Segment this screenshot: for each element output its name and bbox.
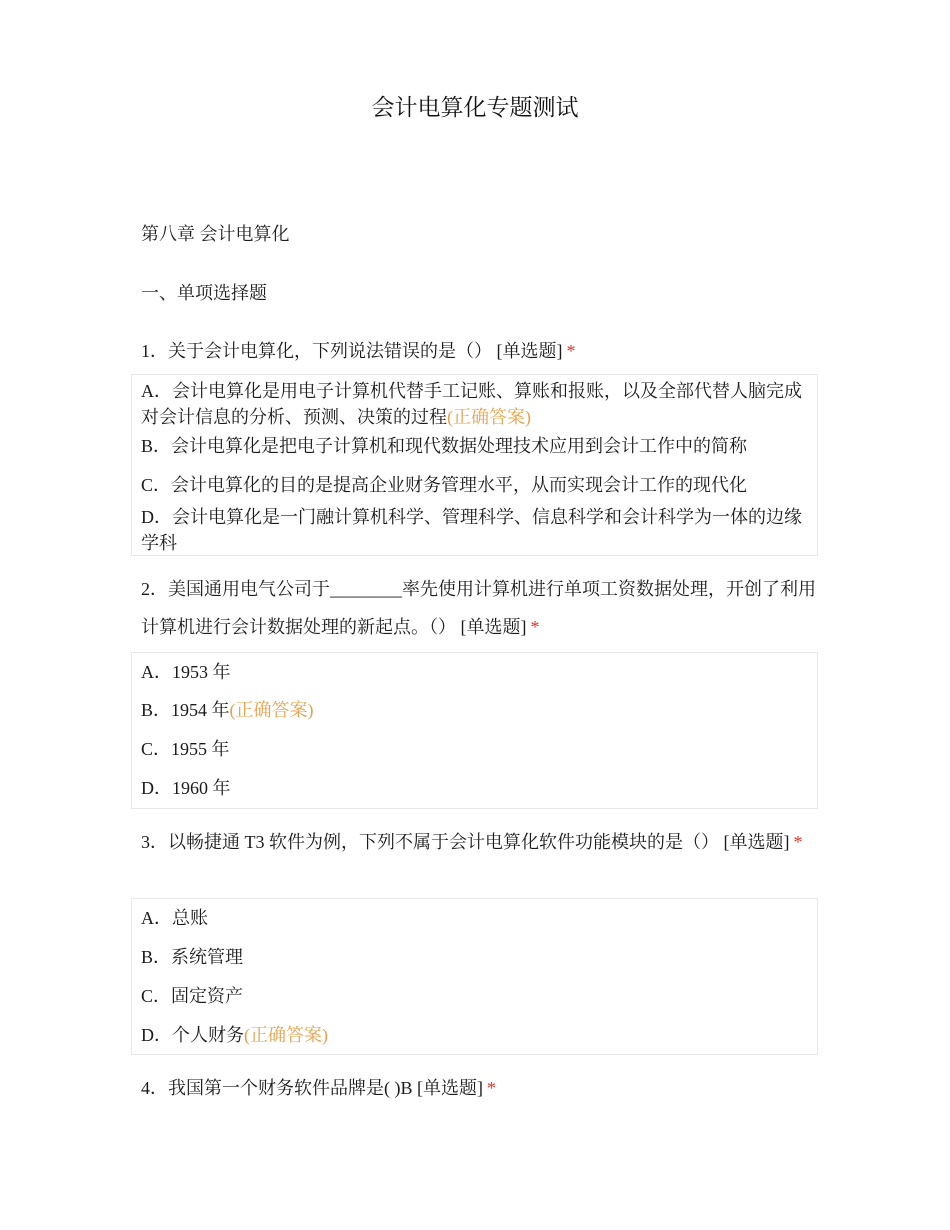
question-2-options [131,652,818,809]
option-1d[interactable]: D．会计电算化是一门融计算机科学、管理科学、信息科学和会计科学为一体的边缘学科 [141,507,802,553]
option-1a[interactable] [141,378,811,430]
section-heading: 一、单项选择题 [141,283,267,303]
option-2b-text: B．1954 年 [141,700,230,720]
question-3-text [141,823,817,861]
option-3b[interactable]: B．系统管理 [141,947,244,967]
page-title: 会计电算化专题测试 [371,95,579,121]
question-1-options [131,374,818,556]
option-2a[interactable]: A．1953 年 [141,662,231,682]
question-2-stem: 2．美国通用电气公司于________率先使用计算机进行单项工资数据处理，开创了利用计算机进行会计数据处理的新起点。（） [单选题] [141,579,816,637]
question-2-text [141,570,817,646]
required-mark: * [530,617,540,637]
option-2c[interactable]: C．1955 年 [141,739,230,759]
correct-answer-tag: (正确答案) [244,1025,328,1045]
required-mark: * [486,1078,496,1098]
chapter-heading: 第八章 会计电算化 [141,224,290,244]
required-mark: * [566,341,576,361]
question-4-text [141,1069,817,1107]
question-1-text [141,332,817,370]
option-1a-text: A．会计电算化是用电子计算机代替手工记账、算账和报账，以及全部代替人脑完成对会计信息的分析、预测、决策的过程 [141,381,802,427]
option-2b[interactable] [141,691,811,729]
option-3d[interactable] [141,1016,811,1054]
question-3-options [131,898,818,1055]
option-3d-text: D．个人财务 [141,1025,244,1045]
question-3-stem: 3．以畅捷通 T3 软件为例，下列不属于会计电算化软件功能模块的是（） [单选题] [141,832,790,852]
option-1c[interactable]: C．会计电算化的目的是提高企业财务管理水平，从而实现会计工作的现代化 [141,475,748,495]
question-4-stem: 4．我国第一个财务软件品牌是( )B [单选题] [141,1078,483,1098]
required-mark: * [793,832,803,852]
option-3a[interactable]: A．总账 [141,908,208,928]
question-1-stem: 1．关于会计电算化，下列说法错误的是（） [单选题] [141,341,563,361]
correct-answer-tag: (正确答案) [447,407,531,427]
correct-answer-tag: (正确答案) [229,700,314,720]
option-3c[interactable]: C．固定资产 [141,986,244,1006]
option-1b[interactable]: B．会计电算化是把电子计算机和现代数据处理技术应用到会计工作中的简称 [141,436,748,456]
option-2d[interactable]: D．1960 年 [141,778,231,798]
